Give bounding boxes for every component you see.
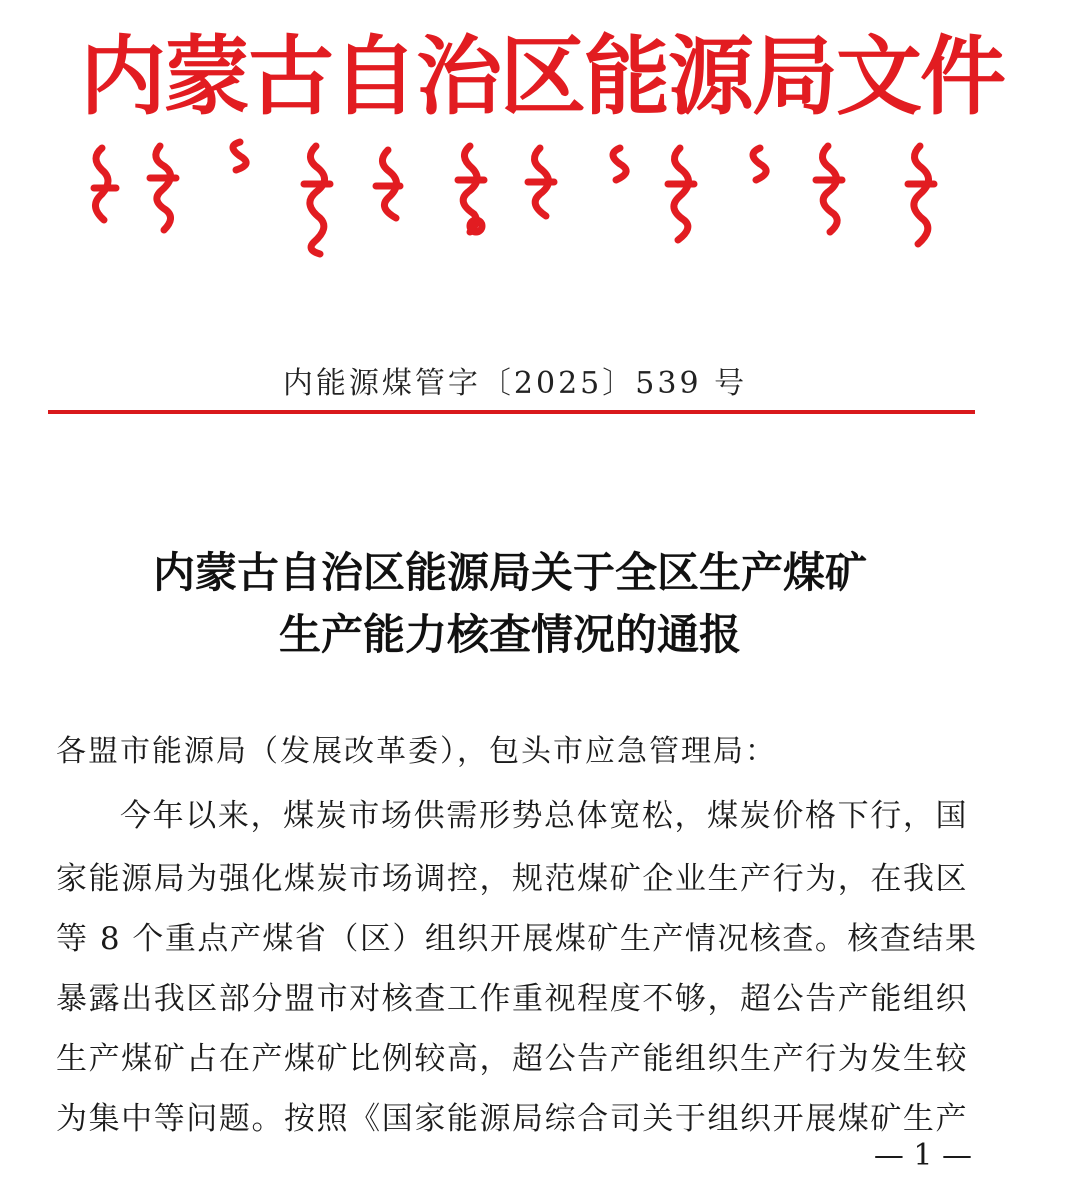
- salutation: 各盟市能源局（发展改革委），包头市应急管理局：: [56, 734, 777, 769]
- document-header-title: 内蒙古自治区能源局文件: [80, 27, 1004, 127]
- document-number: 内能源煤管字〔2025〕539 号: [282, 366, 748, 401]
- body-line-1: 今年以来，煤炭市场供需形势总体宽松，煤炭价格下行，国: [120, 798, 968, 834]
- red-separator-line: [48, 410, 975, 414]
- body-line-3: 等 8 个重点产煤省（区）组织开展煤矿生产情况核查。核查结果: [56, 921, 978, 957]
- mongolian-script-header: [80, 128, 960, 268]
- body-line-2: 家能源局为强化煤炭市场调控，规范煤矿企业生产行为，在我区: [56, 861, 968, 897]
- body-line-4: 暴露出我区部分盟市对核查工作重视程度不够，超公告产能组织: [56, 981, 968, 1017]
- page-number: — 1 —: [873, 1138, 972, 1173]
- body-line-5: 生产煤矿占在产煤矿比例较高，超公告产能组织生产行为发生较: [56, 1041, 968, 1077]
- document-title-line-1: 内蒙古自治区能源局关于全区生产煤矿: [152, 548, 867, 597]
- body-line-6: 为集中等问题。按照《国家能源局综合司关于组织开展煤矿生产: [56, 1101, 968, 1137]
- document-title-line-2: 生产能力核查情况的通报: [278, 610, 741, 659]
